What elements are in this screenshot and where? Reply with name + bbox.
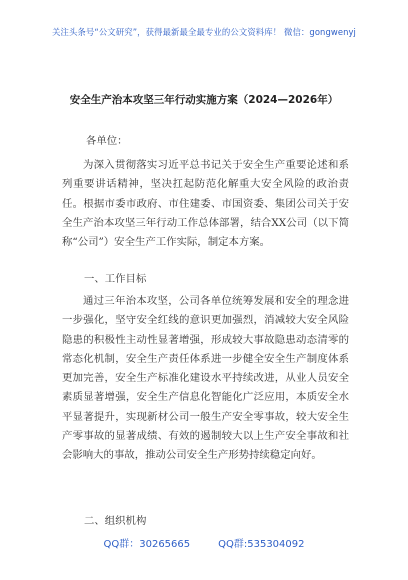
greeting-line: 各单位：	[86, 135, 128, 147]
promo-banner: 关注头条号“公文研究”，获得最新最全最专业的公文资料库！ 微信：gongwenyj	[52, 27, 356, 37]
document-title: 安全生产治本攻坚三年行动实施方案（2024—2026年）	[69, 94, 339, 106]
section-heading-organization: 二、组织机构	[84, 515, 147, 527]
section-heading-goals: 一、工作目标	[84, 273, 147, 285]
qq-group-2: QQ群:535304092	[218, 539, 305, 550]
qq-group-banner	[0, 535, 408, 550]
intro-paragraph: 为深入贯彻落实习近平总书记关于安全生产重要论述和系列重要讲话精神，坚决扛起防范化解重大安全风险的政治责任。根据市委市政府、市住建委、市国资委、集团公司关于安全生产治本攻坚三年行动工作总体部署，结合XX公司（以下简称“公司”）安全生产工作实际，制定本方案。	[62, 159, 349, 249]
qq-group-1: QQ群：30265665	[103, 539, 191, 550]
goals-paragraph: 通过三年治本攻坚，公司各单位统筹发展和安全的理念进一步强化，坚守安全红线的意识更加强烈，消减较大安全风险隐患的积极性主动性显著增强，形成较大事故隐患动态清零的常态化机制，安全生产责任体系进一步健全安全生产制度体系更加完善，安全生产标准化建设水平持续改进，从业人员安全素质显著增强，安全生产信息化智能化广泛应用，本质安全水平显著提升，实现新材公司一般生产安全零事故，较大安全生产零事故的显著成绩、有效的遏制较大以上生产安全事故和社会影响大的事故，推动公司安全生产形势持续稳定向好。	[62, 295, 349, 462]
